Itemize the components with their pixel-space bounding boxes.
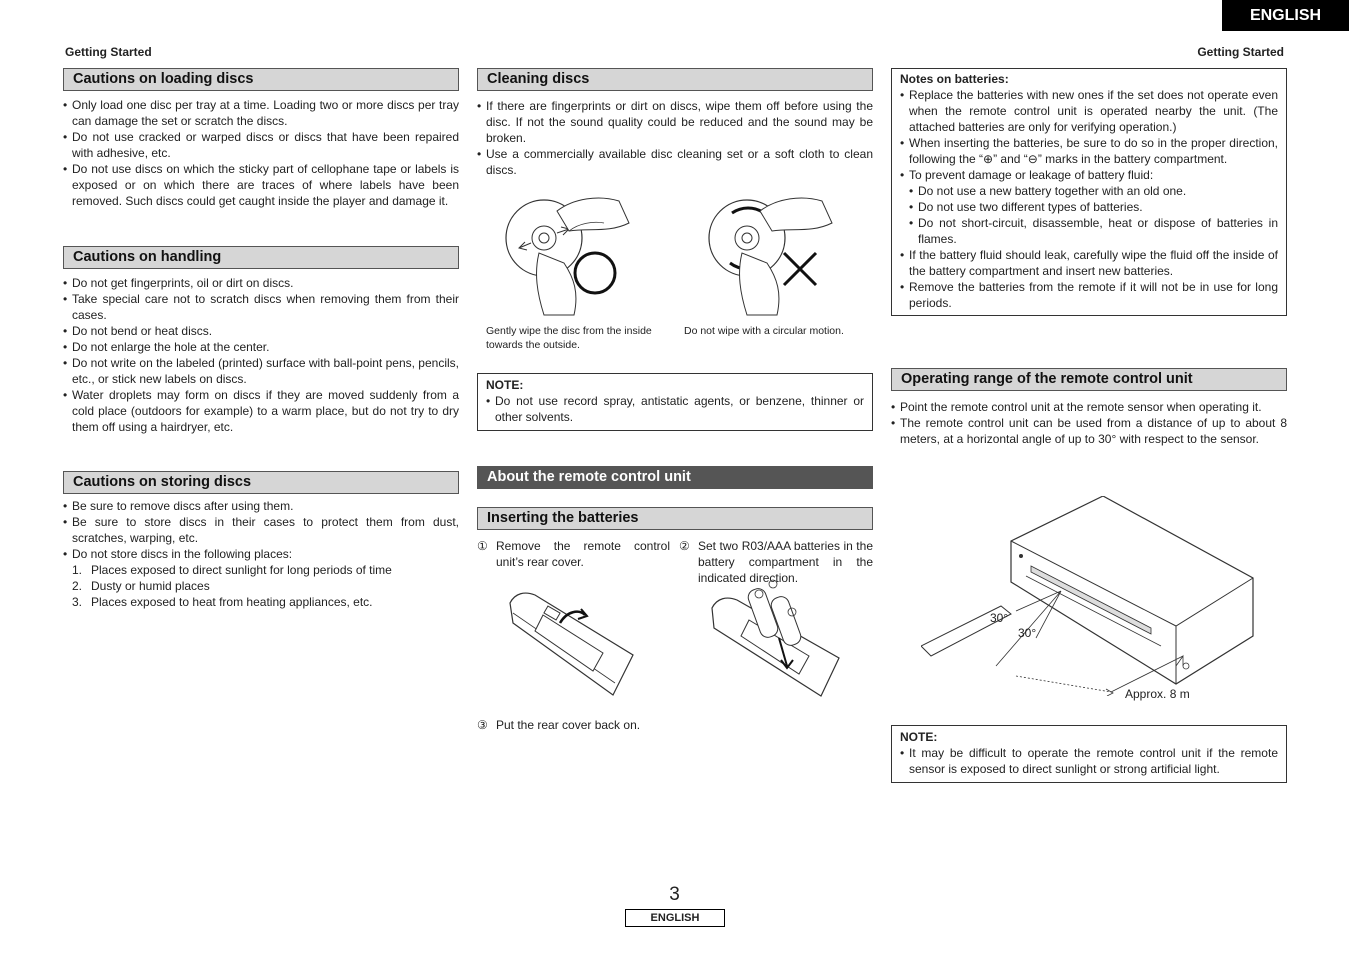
section-title-cleaning: Cleaning discs — [477, 68, 873, 91]
list-item: • Do not use discs on which the sticky part of cellophane tape or labels is exposed or on which there are traces of where labels have been removed. Such discs could get caught inside the player and damage it. — [63, 161, 459, 209]
battery-step-1: ① Remove the remote control unit’s rear cover. — [477, 539, 670, 569]
section-title-loading: Cautions on loading discs — [63, 68, 459, 91]
disc-wipe-correct-illustration — [499, 193, 634, 318]
list-item: • To prevent damage or leakage of battery fluid: • Do not use a new battery together with an old one. • Do not use two different types of batteries. • Do not short-circuit, disassemble, heat or dispose of batteries in flames. — [900, 167, 1278, 247]
list-item: • Do not store discs in the following places: — [63, 546, 459, 562]
handling-list — [63, 275, 459, 435]
battery-step-2: ② Set two R03/AAA batteries in the battery compartment in the indicated direction. — [679, 539, 873, 585]
page-number: 3 — [669, 884, 680, 905]
list-item: • If there are fingerprints or dirt on discs, wipe them off before using the disc. If not the sound quality could be reduced and the sound may be broken. — [477, 98, 873, 146]
running-header-left: Getting Started — [65, 45, 152, 59]
angle-label-lower: 30° — [1018, 626, 1037, 640]
section-title-remote: About the remote control unit — [477, 466, 873, 489]
list-item: • It may be difficult to operate the remote control unit if the remote sensor is exposed to direct sunlight or strong artificial light. — [900, 745, 1278, 777]
notes-batteries-list — [900, 87, 1278, 311]
battery-step-3: ③ Put the rear cover back on. — [477, 718, 641, 732]
list-item: 1. Places exposed to direct sunlight for long periods of time — [72, 563, 392, 577]
storing-places-list — [63, 562, 459, 610]
note-list — [900, 745, 1278, 777]
list-item: • If the battery fluid should leak, carefully wipe the fluid off the inside of the battery compartment and insert new batteries. — [900, 247, 1278, 279]
note-box-cleaning — [477, 373, 873, 431]
angle-label-upper: 30° — [990, 611, 1009, 625]
list-item: • Do not use a new battery together with an old one. — [909, 183, 1278, 199]
list-item: • Do not enlarge the hole at the center. — [63, 339, 459, 355]
list-item: • Do not use record spray, antistatic agents, or benzene, thinner or other solvents. — [486, 393, 864, 425]
section-title-storing: Cautions on storing discs — [63, 471, 459, 494]
language-tab: ENGLISH — [1222, 0, 1349, 31]
list-item: • Replace the batteries with new ones if the set does not operate even when the remote control unit is operated nearby the unit. (The attached batteries are only for verifying operation.) — [900, 87, 1278, 135]
list-item: • Be sure to remove discs after using them. — [63, 498, 459, 514]
sub-list — [909, 183, 1278, 247]
column-right — [891, 68, 1287, 788]
list-item: • When inserting the batteries, be sure to do so in the proper direction, following the “⊕” and “⊖” marks in the battery compartment. — [900, 135, 1278, 167]
column-left — [63, 68, 459, 610]
list-item: • Be sure to store discs in their cases to protect them from dust, scratches, warping, etc. — [63, 514, 459, 546]
note-title: Notes on batteries: — [900, 72, 1009, 86]
caption-wipe-correct: Gently wipe the disc from the inside towards the outside. — [486, 325, 652, 351]
storing-list — [63, 498, 459, 562]
range-list — [891, 399, 1287, 447]
list-item: • Water droplets may form on discs if they are moved suddenly from a cold place (outdoors for example) to a warm place, but do not try to dry them off using a hairdryer, etc. — [63, 387, 459, 435]
list-item: • The remote control unit can be used from a distance of up to about 8 meters, at a horizontal angle of up to 30° with respect to the sensor. — [891, 415, 1287, 447]
distance-label: Approx. 8 m — [1125, 687, 1190, 701]
cleaning-list — [477, 98, 873, 178]
section-title-handling: Cautions on handling — [63, 246, 459, 269]
list-item: • Do not short-circuit, disassemble, heat or dispose of batteries in flames. — [909, 215, 1278, 247]
list-item: • Do not bend or heat discs. — [63, 323, 459, 339]
list-item: • Do not write on the labeled (printed) surface with ball-point pens, pencils, etc., or stick new labels on discs. — [63, 355, 459, 387]
remote-cover-removal-illustration — [505, 583, 640, 703]
list-item: • Do not use two different types of batteries. — [909, 199, 1278, 215]
list-item: • Only load one disc per tray at a time. Loading two or more discs per tray can damage the set or scratch the discs. — [63, 97, 459, 129]
note-box-range — [891, 725, 1287, 783]
loading-list — [63, 97, 459, 209]
list-item: 3. Places exposed to heat from heating appliances, etc. — [72, 595, 373, 609]
column-middle — [477, 68, 873, 768]
section-title-batteries: Inserting the batteries — [477, 507, 873, 530]
list-item: • Do not use cracked or warped discs or discs that have been repaired with adhesive, etc. — [63, 129, 459, 161]
footer-language-label: ENGLISH — [625, 909, 725, 927]
running-header-right: Getting Started — [1197, 45, 1284, 59]
section-title-range: Operating range of the remote control unit — [891, 368, 1287, 391]
note-title: NOTE: — [900, 730, 938, 744]
note-list — [486, 393, 864, 425]
list-item: • Use a commercially available disc cleaning set or a soft cloth to clean discs. — [477, 146, 873, 178]
remote-operating-range-illustration — [921, 496, 1261, 696]
list-item: • Take special care not to scratch discs when removing them from their cases. — [63, 291, 459, 323]
notes-on-batteries-box — [891, 68, 1287, 316]
disc-wipe-incorrect-illustration — [702, 193, 847, 318]
note-title: NOTE: — [486, 378, 524, 392]
list-item: • Point the remote control unit at the remote sensor when operating it. — [891, 399, 1287, 415]
remote-battery-insertion-illustration — [709, 578, 854, 703]
list-item: • Do not get fingerprints, oil or dirt on discs. — [63, 275, 459, 291]
caption-wipe-incorrect: Do not wipe with a circular motion. — [684, 325, 844, 337]
list-item: 2. Dusty or humid places — [72, 579, 210, 593]
list-item: • Remove the batteries from the remote if it will not be in use for long periods. — [900, 279, 1278, 311]
